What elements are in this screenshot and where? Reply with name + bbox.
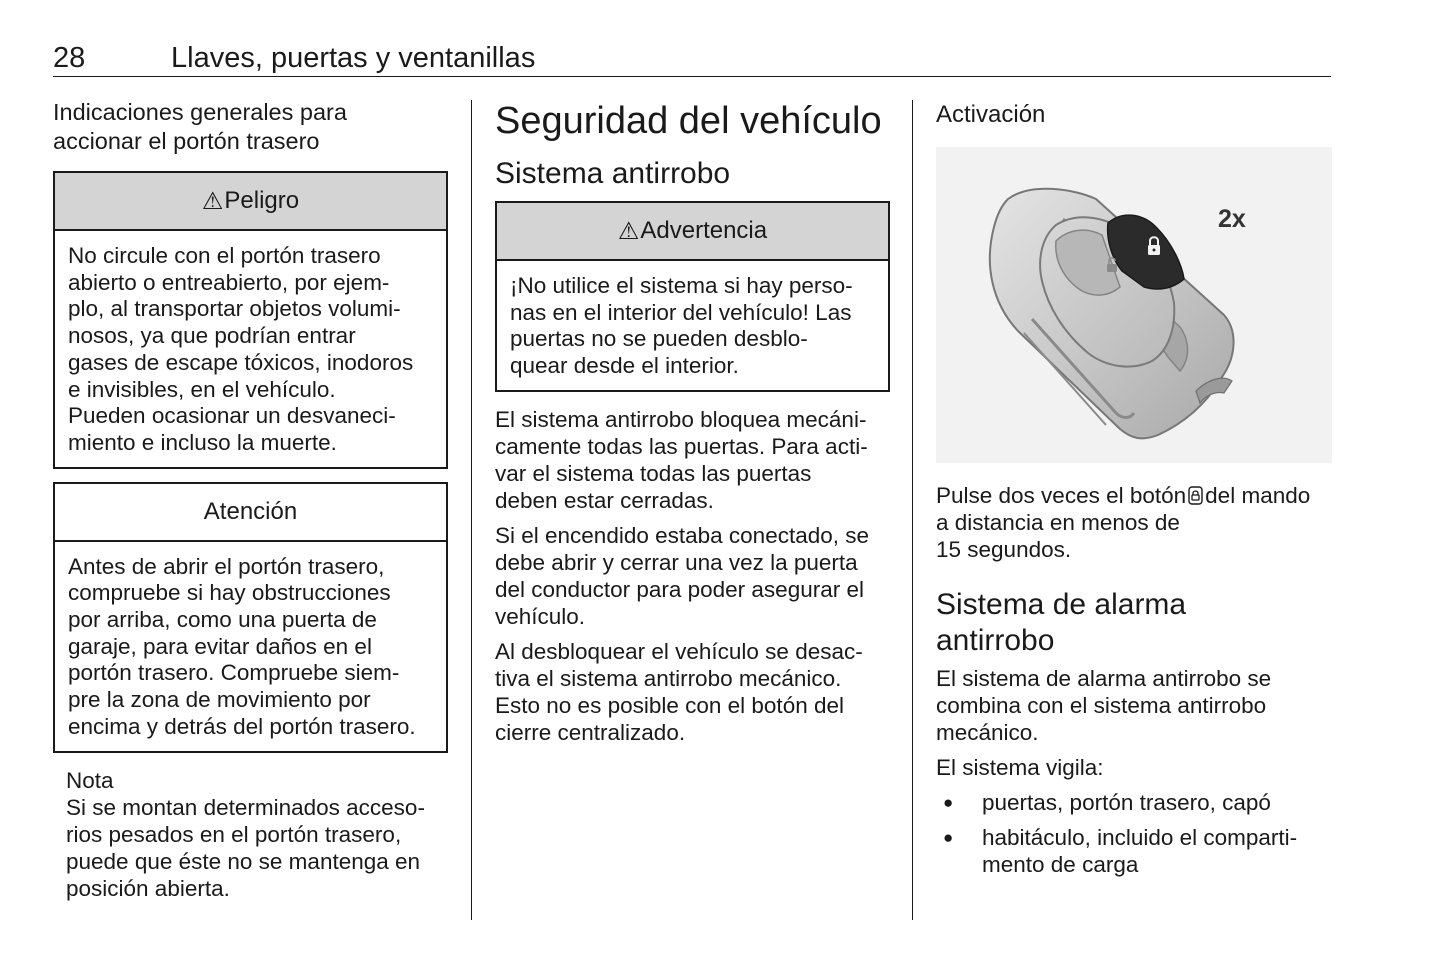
monitored-areas-list [936,789,1332,878]
danger-box [53,171,448,469]
danger-title: Peligro [224,187,300,214]
column-divider-left [471,100,472,920]
alarm-section-title: Sistema de alarma antirrobo [936,588,1187,657]
warning-box [495,201,890,392]
tailgate-heading: Indicaciones generales para accionar el portón trasero [53,99,347,154]
note-block [53,767,448,902]
section-title: Seguridad del vehículo [495,100,882,142]
paragraph-antitheft: El sistema antirrobo bloquea mecáni- camente todas las puertas. Para acti- var el sistema todas las puertas deben estar cerradas. [495,406,868,513]
column-divider-right [912,100,913,920]
note-text: Si se montan determinados acceso- rios pesados en el portón trasero, puede que éste no se mantenga en posición abierta. [66,794,425,901]
warning-triangle-icon: ⚠ [201,187,224,215]
page-number: 28 [53,42,86,74]
warning-box-header [497,203,888,261]
remote-key-illustration [936,147,1332,463]
list-item: ● puertas, portón trasero, capó [936,789,1332,816]
lock-button-icon [1188,486,1203,505]
activation-instruction: Pulse dos veces el botón del mando a distancia en menos de 15 segundos. [936,483,1311,562]
page-header [53,40,1331,77]
press-count-label: 2x [1218,205,1246,233]
monitors-label: El sistema vigila: [936,755,1104,780]
danger-box-body: No circule con el portón trasero abierto o entreabierto, por ejem- plo, al transportar objetos volumi- nosos, ya que podrían entrar gases de escape tóxicos, inodoros e invisibles, en el vehículo. Pueden ocasionar un desvaneci- miento e incluso la muerte. [68,243,414,455]
caution-box [53,482,448,753]
caution-box-body: Antes de abrir el portón trasero, compruebe si hay obstrucciones por arriba, como una puerta de garaje, para evitar daños en el portón trasero. Compruebe siem- pre la zona de movimiento por encima y detrás del portón trasero. [68,553,416,739]
key-fob-figure [936,147,1332,463]
subsection-title: Sistema antirrobo [495,157,731,190]
paragraph-unlock: Al desbloquear el vehículo se desac- tiva el sistema antirrobo mecánico. Esto no es posible con el botón del cierre centralizado. [495,638,863,745]
column-3 [936,98,1332,886]
chapter-title: Llaves, puertas y ventanillas [171,42,536,74]
caution-box-header [55,484,446,542]
warning-title: Advertencia [640,217,768,244]
danger-box-header [55,173,446,231]
alarm-paragraph: El sistema de alarma antirrobo se combina con el sistema antirrobo mecánico. [936,666,1272,745]
warning-box-body: ¡No utilice el sistema si hay perso- nas en el interior del vehículo! Las puertas no se pueden desblo- quear desde el interior. [510,273,853,379]
paragraph-ignition: Si el encendido estaba conectado, se debe abrir y cerrar una vez la puerta del conductor para poder asegurar el vehículo. [495,522,870,629]
note-title: Nota [66,767,114,793]
column-1 [53,98,448,902]
caution-title: Atención [203,497,298,525]
warning-triangle-icon: ⚠ [617,217,640,245]
list-item: ● habitáculo, incluido el comparti- mento de carga [936,824,1332,878]
column-2 [495,98,890,746]
activation-heading: Activación [936,101,1046,128]
